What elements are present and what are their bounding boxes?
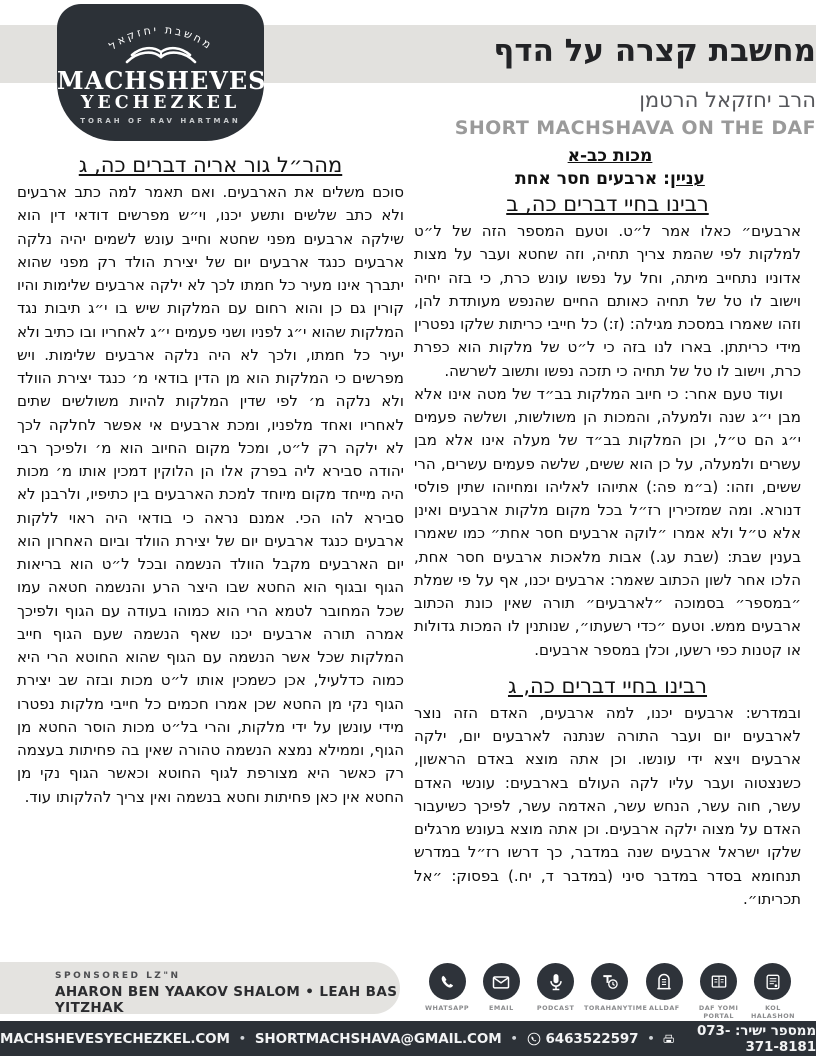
masechta-daf: מכות כב-א xyxy=(567,146,653,166)
social-bar xyxy=(421,963,799,1020)
bachya-column xyxy=(414,192,801,911)
sponsor-box xyxy=(0,962,400,1014)
inyan-line xyxy=(415,169,805,189)
bachya-para-1: ארבעים״ כאלו אמר ל״ט. וטעם המספר הזה של ל״ט למלקות לפי שהמת צריך תחיה, וזה שחטא ועבר על מצות אדוניו נתחייב מיתה, וחל על נפשו עונש כרת, כי בזה יחיה וישוב לו טל של תחיה כאותם החיים שהנפש מעותדת להן, וזהו שאמרו במסכת מגילה: (ז:) כל חייבי כריתות שלקו נפטרין מידי כריתתן. בארו לנו בזה כי ל״ט של מלקות הוא כפרת כרת, וישוב לו טל של תחיה כי תזכה נפשו ותשוב לשרשה. xyxy=(414,222,801,380)
social-kolhalashon[interactable]: KOL HALASHON xyxy=(747,963,799,1020)
bullet-separator: • xyxy=(647,1032,655,1045)
footer-website[interactable]: MACHSHEVESYECHEZKEL.COM xyxy=(0,1030,230,1047)
torahanytime-clock-icon[interactable] xyxy=(591,963,628,1000)
inyan-text: : ארבעים חסר אחת xyxy=(515,169,670,189)
maharal-column xyxy=(17,153,404,809)
maharal-body: סוכם משלים את הארבעים. ואם תאמר למה כתב ארבעים ולא כתב שלשים ותשע יכנו, וי״ש מפרשים דודאי דין הוא שילקה ארבעים מפני שחטא וחייב עונש לשמים יהיה נלקה ארבעים כנגד ארבעים יום של יצירת הולד רק מפני שהוא יתברך אינו מעיר כל חמתו לכך לא ילקה ארבעים שלימות והיו קורין גם כן והוא רחום עם המלקות שיש בו י״ג תיבות נגד המלקות שהוא י״ג לפניו ושני פעמים י״ג לאחריו ובו כתיב ולא יעיר כל חמתו, ולכך לא היה נלקה ארבעים שלימות. ויש מפרשים כי המלקות הוא מן הדין בודאי מ׳ כנגד יצירת הוולד ולא נלקה מ׳ לפי שדין המלקות להיות משולשים שתים לאחריו ואחד מלפניו, ומכת ארבעים אי אפשר לחלקה לכך לא ילקה רק ל״ט, ומכל מקום החיוב הוא מ׳ ולפיכך רבי יהודה סבירא ליה בפרק אלו הן הלוקין דמכין אותו מ׳ מכות היה מייחד מקום מיוחד למכת הארבעים בין כתיפיו, ולרבנן לא סבירא להו הכי. אמנם נראה כי בודאי היה ראוי ללקות ארבעים כנגד ארבעים יום של יצירת הוולד וביום האחרון הוא יום הארבעים מקבל הוולד הנשמה ובכל ל״ט הוא בריאות הגוף ובגוף הוא החטא שבו היצר הרע והנשמה חטאה עמו שכל המחובר לטמא הרי הוא כמוהו בעודה עם הגוף ולפיכך אמרה תורה ארבעים יכנו שאף הנשמה שעם הגוף חייב המלקות שכל אשר הנשמה עם הגוף שהוא החוטא הרי היא כמוה כדלעיל, אכן כשמכין אותו ל״ט מכות ובזה שב יצירת הגוף נקי מן החטא שכן אמרו חכמים כל חייבי מלקות נפטרו מידי עונשן על ידי מלקות, והרי בל״ט מכות הוסר החטא מן הגוף, וממילא נמצא הנשמה טהורה שאין בה פחיתות בעצמה רק כאשר היא מצורפת לגוף החוטא וכאשר הגוף נקי מן החטא אין כאן פחיתות וחטא בנשמה ואין צריך להלקותו עוד. xyxy=(17,183,404,806)
footer-direct-number[interactable]: ממספר ישיר: 073-371-8181 xyxy=(663,1023,816,1055)
social-dafyomi-portal[interactable]: DAF YOMI PORTAL xyxy=(693,963,745,1020)
email-icon[interactable] xyxy=(483,963,520,1000)
alldaf-gemara-icon[interactable] xyxy=(646,963,683,1000)
daf-yomi-portal-icon[interactable] xyxy=(700,963,737,1000)
maharal-heading: מהר״ל גור אריה דברים כה, ג xyxy=(78,153,343,177)
footer-phone[interactable]: 6463522597 xyxy=(527,1031,639,1047)
social-alldaf[interactable]: ALLDAF xyxy=(638,963,690,1020)
social-whatsapp[interactable]: WHATSAPP xyxy=(421,963,473,1020)
fax-icon xyxy=(663,1032,674,1046)
logo-name-line1: MACHSHEVES xyxy=(57,66,267,95)
footer-bar xyxy=(0,1021,816,1056)
social-podcast[interactable]: PODCAST xyxy=(530,963,582,1020)
bullet-separator: • xyxy=(238,1032,246,1045)
logo-tagline: TORAH OF RAV HARTMAN xyxy=(80,117,241,126)
page-subtitle-en: SHORT MACHSHAVA ON THE DAF xyxy=(454,117,816,139)
bachya-heading-1: רבינו בחיי דברים כה, ב xyxy=(506,192,709,216)
social-email[interactable]: EMAIL xyxy=(475,963,527,1020)
footer-email[interactable]: SHORTMACHSHAVA@GMAIL.COM xyxy=(254,1030,502,1047)
whatsapp-icon[interactable] xyxy=(429,963,466,1000)
logo-name-line2: YECHEZKEL xyxy=(80,93,241,114)
bullet-separator: • xyxy=(510,1032,518,1045)
svg-text:מחשבת יחזקאל: מחשבת יחזקאל xyxy=(106,23,215,53)
logo-badge xyxy=(57,4,267,141)
bachya-para-3: ובמדרש: ארבעים יכנו, למה ארבעים, האדם הזה נוצר לארבעים יום ועבר התורה שנתנה לארבעים יום, ילקה ארבעים ויצא ידי עונשו. וכן אתה מוצא באדם הראשון, כשנצטוה ועבר עליו לקה העולם בארבעים: עונשי האדם עשר, חוה עשר, הנחש עשר, האדמה עשר, לפיכך כשיעבור האדם על מצוה ילקה ארבעים. וכן אתה מוצא בעונש מרגלים שלקו ישראל ארבעים שנה במדבר, כך דרשו רז״ל במדרש תנחומא בסדר במדבר סיני (במדבר ד, יח.) בפסוק: ״אל תכריתו״. xyxy=(414,703,801,908)
inyan-label: עניין xyxy=(669,169,705,189)
phone-icon xyxy=(527,1032,541,1046)
bachya-heading-2: רבינו בחיי דברים כה, ג xyxy=(507,673,708,698)
podcast-microphone-icon[interactable] xyxy=(537,963,574,1000)
bachya-para-2: ועוד טעם אחר: כי חיוב המלקות בב״ד של מטה אינו אלא מבן י״ג שנה ולמעלה, והמכות הן משולשות, ושלשה פעמים י״ג הם ט״ל, וכן המלקות בב״ד של מעלה אינו אלא מבן עשרים ולמעלה, על כן הוא ששים, שלשה פעמים עשרים, הרי ששים, וזהו: (ב״מ פה:) אתיוהו לאליהו ומחיוהו שתין פולסי דנורא. ומה שמזכירין רז״ל בכל מקום מלקות ארבעים ואינן אלא ט״ל ולא אמרו ״לוקה ארבעים חסר אחת״ כמו שאמרו בענין שבת: (שבת עג.) אבות מלאכות ארבעים חסר אחת, הלכו אחר לשון הכתוב שאמר: ארבעים יכנו, אף על פי שמלת ״במספר״ בסמוכה ״לארבעים״ תורה שאין כונת הכתוב ארבעים ממש. וטעם ״כדי רשעתו״, שנותנין לו המכות גדולות או קטנות כפי רשעו, וכלן במספר ארבעים. xyxy=(414,384,801,659)
author-name: הרב יחזקאל הרטמן xyxy=(639,88,816,112)
sponsor-names: AHARON BEN YAAKOV SHALOM • LEAH BAS YITZHAK xyxy=(55,984,398,1016)
sponsor-label: SPONSORED LZ"N xyxy=(55,971,181,981)
social-torahanytime[interactable]: TORAHANYTIME xyxy=(584,963,636,1020)
kol-halashon-icon[interactable] xyxy=(754,963,791,1000)
page-title: מחשבת קצרה על הדף xyxy=(493,33,816,69)
